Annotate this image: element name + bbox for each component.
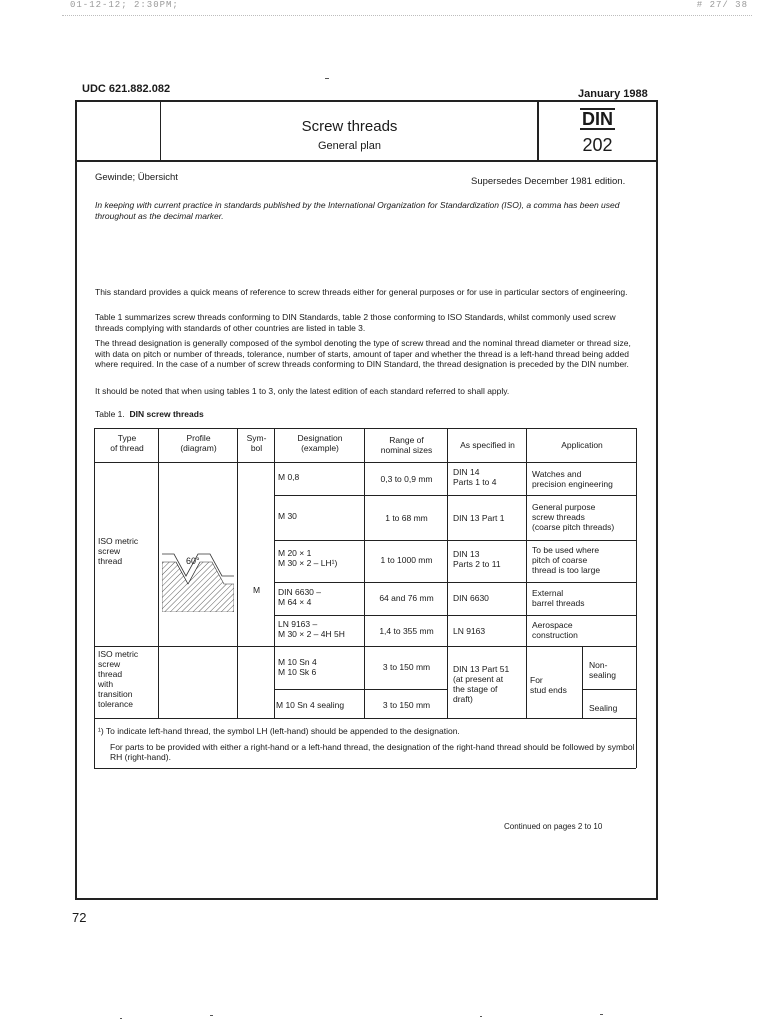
type-iso-transition: ISO metric screw thread with transition tolerance [98,649,139,709]
iso-decimal-note: In keeping with current practice in standards published by the International Organization for Standardization (ISO), a comma has been used throughout as the decimal marker. [95,200,620,221]
page-number: 72 [72,910,87,925]
symbol-m: M [252,585,261,595]
table-rule-row1 [274,495,636,496]
din-number-box [539,108,656,156]
document-subtitle: General plan [318,140,381,152]
din-number: 202 [582,135,613,155]
table-rule-row6 [274,689,447,690]
table-rule-row3 [274,582,636,583]
row1-range: 0,3 to 0,9 mm [380,474,433,484]
continued-note: Continued on pages 2 to 10 [504,822,603,831]
row2-range: 1 to 68 mm [385,513,428,523]
row4-specified: DIN 6630 [453,593,489,603]
row4-designation: DIN 6630 – M 64 × 4 [278,587,321,607]
header-profile: Profile (diagram) [180,433,217,453]
row6-application: For stud ends [530,675,567,695]
row4-application: External barrel threads [532,588,585,608]
table-caption-text: DIN screw threads [129,409,204,419]
fax-header-right: # 27/ 38 [696,0,748,10]
row6-range: 3 to 150 mm [382,662,431,672]
row7-designation: M 10 Sn 4 sealing [276,700,345,710]
table-rule-bottom [94,718,636,719]
issue-date: January 1988 [578,88,648,100]
row5-specified: LN 9163 [453,626,486,636]
row5-application: Aerospace construction [532,620,578,640]
scan-speck [480,1016,482,1017]
row2-designation: M 30 [278,511,297,521]
row2-specified: DIN 13 Part 1 [453,513,505,523]
table-col-application-sub [582,646,583,718]
row5-designation: LN 9163 – M 30 × 2 – 4H 5H [278,619,345,639]
table-col-symbol [274,428,275,718]
row3-application: To be used where pitch of coarse thread is too large [532,545,601,575]
scan-speck [325,78,329,79]
row3-specified: DIN 13 Parts 2 to 11 [453,549,501,569]
table-col-specified [526,428,527,718]
header-designation: Designation (example) [297,433,343,453]
header-range: Range of nominal sizes [380,435,433,455]
table-col-right [636,428,637,768]
table-rule-row2 [274,540,636,541]
type-iso-metric: ISO metric screw thread [98,536,139,566]
supersedes-note: Supersedes December 1981 edition. [471,176,626,187]
table-col-range [447,428,448,718]
paragraph-3: The thread designation is generally composed of the symbol denoting the type of screw thread and the nominal thread diameter or thread size, with data on pitch or number of threads, tolerance, number of starts, amount of taper and whether the thread is a left-hand thread being added where required. In the case of a number of screw threads conforming to DIN Standard, the thread designation is preceded by the DIN number. [95,338,631,369]
document-title: Screw threads [301,118,398,135]
german-title: Gewinde; Übersicht [95,172,178,183]
table-caption-prefix: Table 1. [95,409,125,419]
table-footnote-2: For parts to be provided with either a right-hand or a left-hand thread, the designation of the right-hand thread should be followed by symbol RH (right-hand). [110,742,635,762]
row6-application-sub: Non- sealing [589,660,616,680]
table-rule-footnote [94,768,636,769]
udc-number: UDC 621.882.082 [82,83,171,95]
row1-designation: M 0,8 [278,472,300,482]
paragraph-2: Table 1 summarizes screw threads conforming to DIN Standards, table 2 those conforming to ISO Standards, whilst commonly used screw threads complying with standards of other countries are listed in table 3. [95,312,616,333]
table-col-type [158,428,159,718]
header-specified: As specified in [460,440,515,450]
title-divider-left [160,102,161,162]
fax-header-left: 01-12-12; 2:30PM; [70,0,179,10]
header-type: Type of thread [110,433,144,453]
table-col-designation [364,428,365,718]
table-col-profile [237,428,238,718]
row7-application-sub: Sealing [589,703,618,713]
fax-header-divider [62,15,752,16]
row1-specified: DIN 14 Parts 1 to 4 [453,467,497,487]
thread-angle-label: 60° [186,556,200,566]
din-label: DIN [582,109,613,129]
scan-speck [120,1018,122,1019]
row4-range: 64 and 76 mm [379,593,434,603]
row5-range: 1,4 to 355 mm [379,626,434,636]
row3-designation: M 20 × 1 M 30 × 2 – LH¹) [278,548,338,568]
table-rule-row4 [274,615,636,616]
scan-speck [210,1015,213,1016]
table-rule-row5 [94,646,636,647]
paragraph-1: This standard provides a quick means of reference to screw threads either for general purposes or for use in particular sectors of engineering. [95,287,628,297]
row1-application: Watches and precision engineering [532,469,613,489]
scan-speck [600,1014,603,1015]
table-rule-header [94,462,636,463]
header-application: Application [561,440,603,450]
table-rule-row6-sub [582,689,636,690]
header-symbol: Sym- bol [246,433,267,453]
row6-specified: DIN 13 Part 51 (at present at the stage of draft) [453,664,510,704]
row6-designation: M 10 Sn 4 M 10 Sk 6 [278,657,317,677]
table-footnote-1: ¹) To indicate left-hand thread, the symbol LH (left-hand) should be appended to the designation. [98,726,460,736]
table-caption [95,409,204,419]
table-col-left [94,428,95,768]
row7-range: 3 to 150 mm [382,700,431,710]
table-rule-top [94,428,636,429]
paragraph-4: It should be noted that when using tables 1 to 3, only the latest edition of each standard referred to shall apply. [95,386,510,396]
row2-application: General purpose screw threads (coarse pitch threads) [532,502,615,532]
row3-range: 1 to 1000 mm [380,555,433,565]
